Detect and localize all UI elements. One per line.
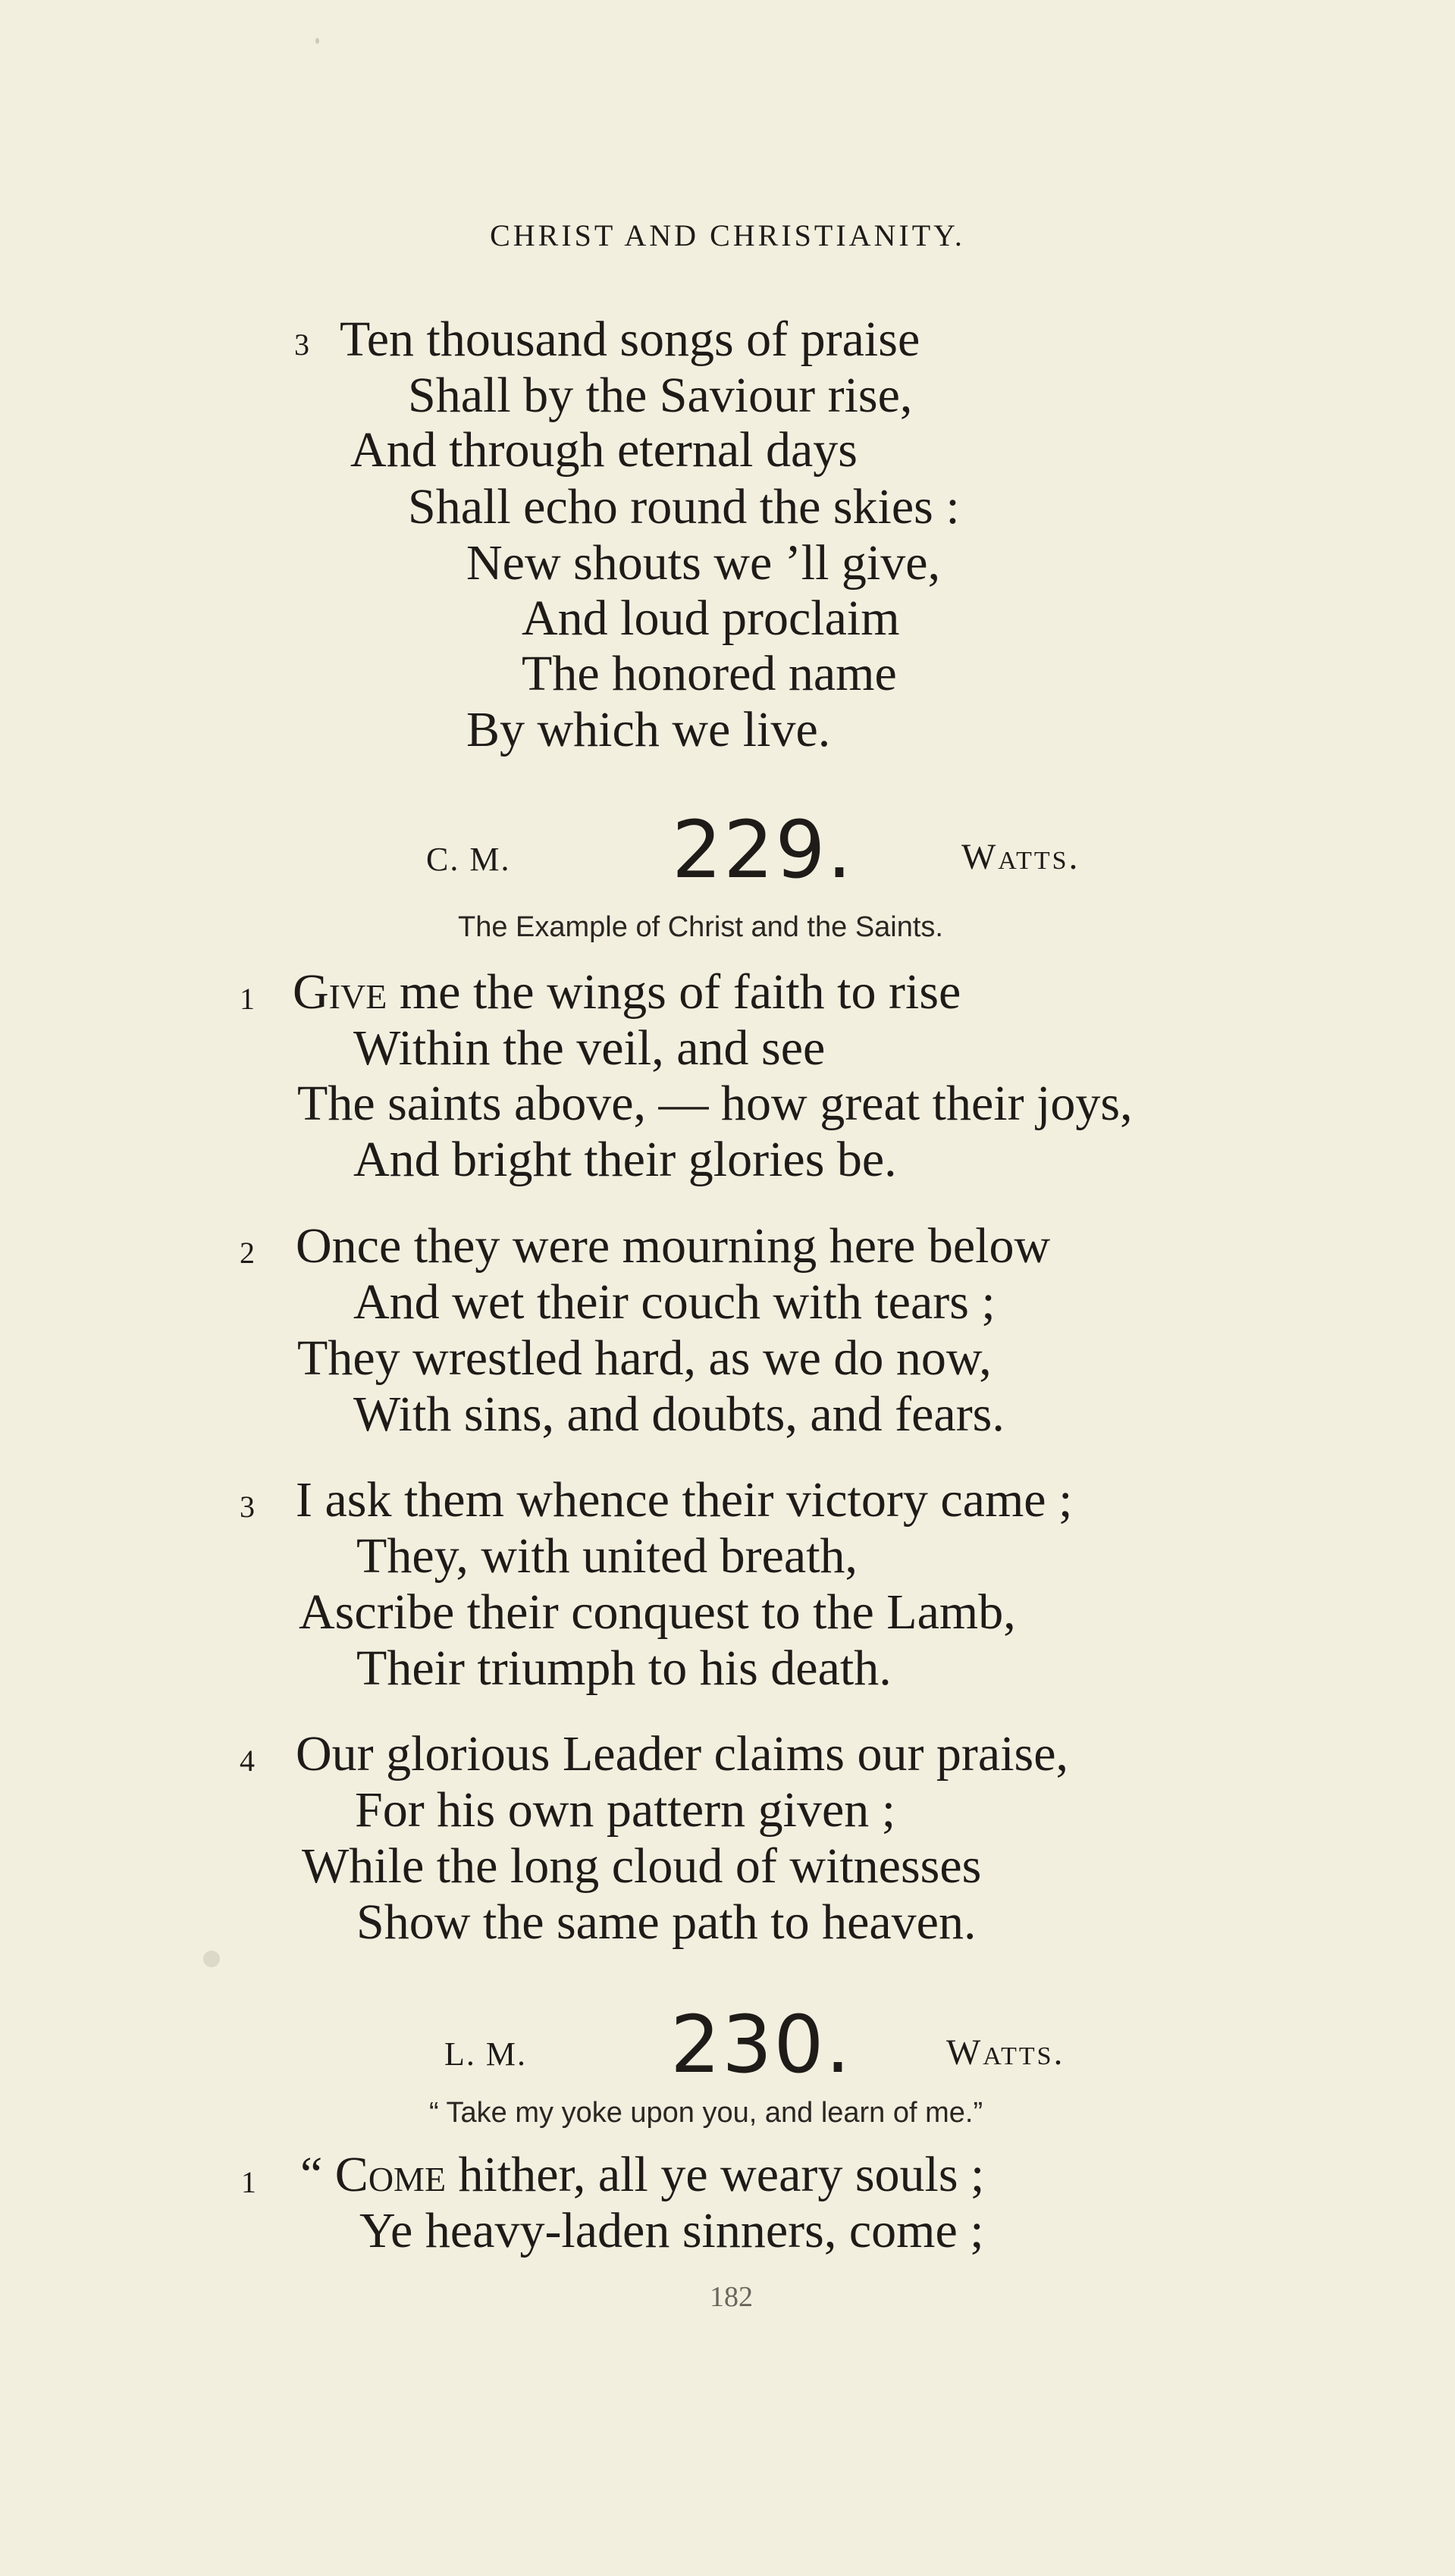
verse-line: Ascribe their conquest to the Lamb,	[299, 1584, 1016, 1640]
verse-line: And loud proclaim	[522, 591, 900, 646]
verse-line: Within the veil, and see	[353, 1020, 826, 1076]
verse-line: Their triumph to his death.	[356, 1641, 892, 1696]
page-specks	[315, 38, 319, 44]
hymn-subtitle: “ Take my yoke upon you, and learn of me.”	[429, 2097, 983, 2129]
hymn-number: 229.	[672, 804, 854, 896]
verse-number: 3	[294, 327, 309, 362]
running-header: CHRIST AND CHRISTIANITY.	[490, 218, 965, 252]
verse-line: Show the same path to heaven.	[356, 1894, 977, 1950]
verse-line: They, with united breath,	[356, 1528, 858, 1584]
verse-line: New shouts we ’ll give,	[466, 535, 941, 591]
verse-line: Once they were mourning here below	[296, 1218, 1051, 1274]
verse-line: For his own pattern given ;	[355, 1782, 896, 1838]
page-specks	[203, 1951, 220, 1967]
verse-line: And through eternal days	[350, 422, 858, 478]
hymn-number: 230.	[670, 1998, 852, 2091]
verse-line: I ask them whence their victory came ;	[296, 1472, 1073, 1528]
verse-line	[293, 964, 961, 1020]
page-number: 182	[710, 2281, 753, 2313]
verse-line: The saints above, — how great their joys,	[297, 1076, 1133, 1131]
verse-line: And wet their couch with tears ;	[353, 1274, 996, 1330]
verse-number: 1	[240, 982, 255, 1016]
verse-line: The honored name	[522, 646, 897, 701]
verse-line: With sins, and doubts, and fears.	[353, 1387, 1005, 1442]
hymn-subtitle: The Example of Christ and the Saints.	[458, 911, 943, 943]
verse-line: Our glorious Leader claims our praise,	[296, 1726, 1069, 1782]
verse-number: 2	[240, 1236, 255, 1270]
verse-line: Shall echo round the skies :	[408, 479, 960, 534]
meter-label: L. M.	[444, 2035, 527, 2073]
verse-line: By which we live.	[466, 702, 831, 757]
open-quote: “	[300, 2147, 323, 2202]
verse-line: While the long cloud of witnesses	[302, 1838, 982, 1894]
first-line-rest: hither, all ye weary souls ;	[446, 2147, 985, 2202]
author-name: Watts.	[961, 837, 1080, 877]
first-word: Give	[293, 964, 387, 1020]
verse-line: Ten thousand songs of praise	[340, 312, 920, 367]
verse-number: 4	[240, 1744, 255, 1778]
verse-line: They wrestled hard, as we do now,	[297, 1330, 992, 1386]
first-word: Come	[334, 2147, 447, 2202]
verse-line: Shall by the Saviour rise,	[408, 368, 913, 423]
first-line-rest: me the wings of faith to rise	[387, 964, 961, 1020]
verse-line	[300, 2147, 984, 2203]
author-name: Watts.	[946, 2032, 1065, 2073]
verse-line: And bright their glories be.	[353, 1132, 897, 1187]
verse-line: Ye heavy-laden sinners, come ;	[359, 2203, 984, 2258]
verse-number: 3	[240, 1490, 255, 1524]
verse-number: 1	[241, 2165, 256, 2199]
meter-label: C. M.	[426, 841, 511, 878]
